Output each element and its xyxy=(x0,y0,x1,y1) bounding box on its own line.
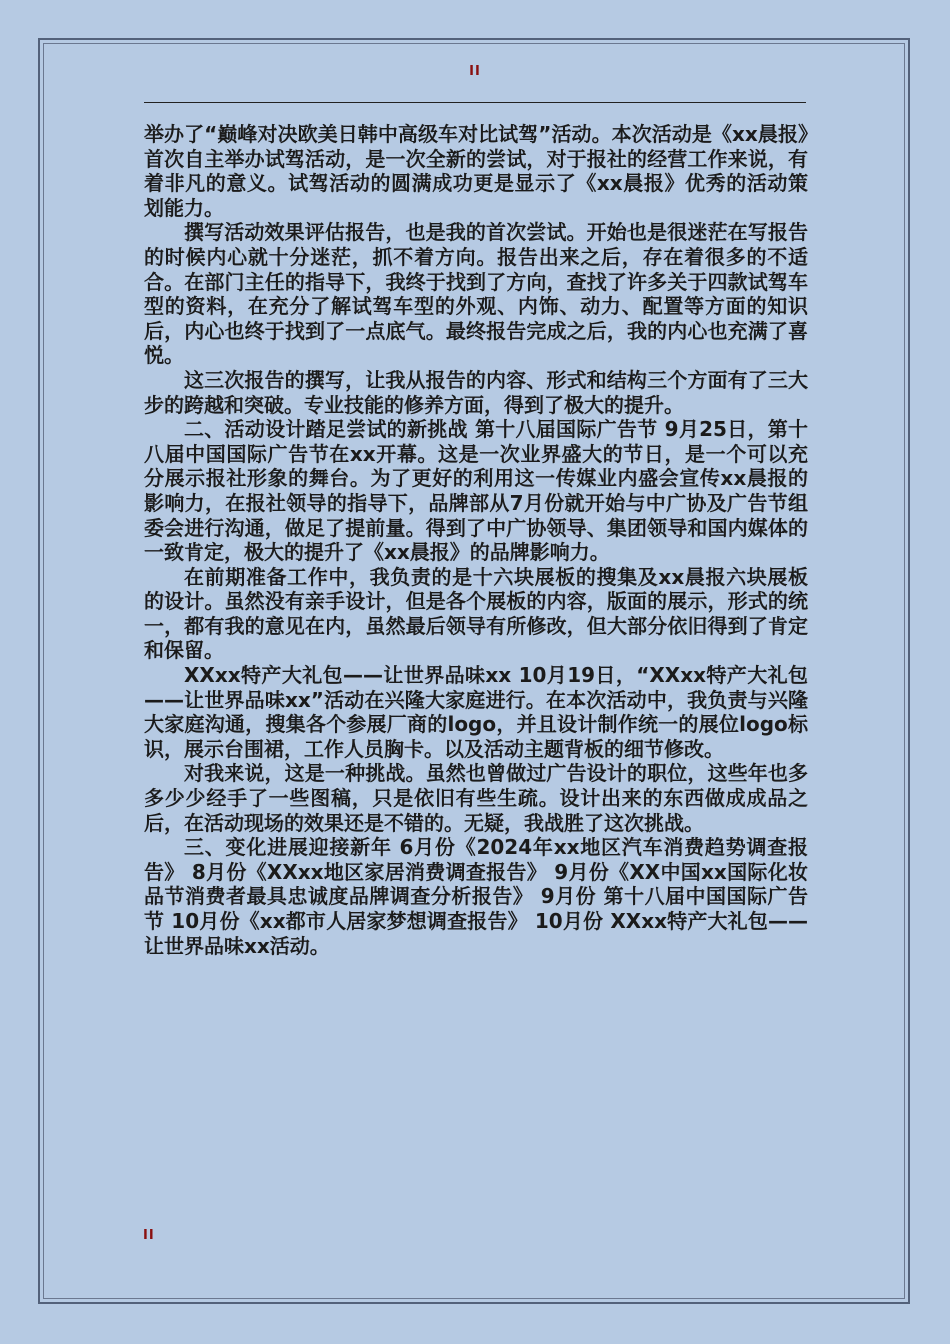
paragraph-section-two-ad-festival: 二、活动设计踏足尝试的新挑战 第十八届国际广告节 9月25日，第十八届中国国际广告节在xx开幕。这是一次业界盛大的节日，是一个可以充分展示报社形象的舞台。为了更好的利用这一传媒业内盛会宣传xx晨报的影响力，在报社领导的指导下，品牌部从7月份就开始与中广协及广告节组委会进行沟通，做足了提前量。得到了中广协领导、集团领导和国内媒体的一致肯定，极大的提升了《xx晨报》的品牌影响力。 xyxy=(144,417,808,565)
document-body xyxy=(144,122,808,958)
header-mark: II xyxy=(469,64,481,79)
paragraph-test-drive-event: 举办了“巅峰对决欧美日韩中高级车对比试驾”活动。本次活动是《xx晨报》首次自主举办试驾活动，是一次全新的尝试，对于报社的经营工作来说，有着非凡的意义。试驾活动的圆满成功更是显示了《xx晨报》优秀的活动策划能力。 xyxy=(144,122,808,220)
header-divider xyxy=(144,102,806,103)
paragraph-section-three-reports: 三、变化进展迎接新年 6月份《2024年xx地区汽车消费趋势调查报告》 8月份《XXxx地区家居消费调查报告》 9月份《XX中国xx国际化妆品节消费者最具忠诚度品牌调查分析报告》 9月份 第十八届中国国际广告节 10月份《xx都市人居家梦想调查报告》 10月份 XXxx特产大礼包——让世界品味xx活动。 xyxy=(144,835,808,958)
paragraph-evaluation-report: 撰写活动效果评估报告，也是我的首次尝试。开始也是很迷茫在写报告的时候内心就十分迷茫，抓不着方向。报告出来之后，存在着很多的不适合。在部门主任的指导下，我终于找到了方向，查找了许多关于四款试驾车型的资料，在充分了解试驾车型的外观、内饰、动力、配置等方面的知识后，内心也终于找到了一点底气。最终报告完成之后，我的内心也充满了喜悦。 xyxy=(144,220,808,368)
paragraph-challenge: 对我来说，这是一种挑战。虽然也曾做过广告设计的职位，这些年也多多少少经手了一些图稿，只是依旧有些生疏。设计出来的东西做成成品之后，在活动现场的效果还是不错的。无疑，我战胜了这次挑战。 xyxy=(144,761,808,835)
paragraph-gift-package-event: XXxx特产大礼包——让世界品味xx 10月19日，“XXxx特产大礼包——让世界品味xx”活动在兴隆大家庭进行。在本次活动中，我负责与兴隆大家庭沟通，搜集各个参展厂商的logo，并且设计制作统一的展位logo标识，展示台围裙，工作人员胸卡。以及活动主题背板的细节修改。 xyxy=(144,663,808,761)
footer-mark: II xyxy=(143,1228,155,1243)
paragraph-exhibition-boards: 在前期准备工作中，我负责的是十六块展板的搜集及xx晨报六块展板的设计。虽然没有亲手设计，但是各个展板的内容，版面的展示，形式的统一，都有我的意见在内，虽然最后领导有所修改，但大部分依旧得到了肯定和保留。 xyxy=(144,564,808,663)
paragraph-report-summary: 这三次报告的撰写，让我从报告的内容、形式和结构三个方面有了三大步的跨越和突破。专业技能的修养方面，得到了极大的提升。 xyxy=(144,367,808,417)
